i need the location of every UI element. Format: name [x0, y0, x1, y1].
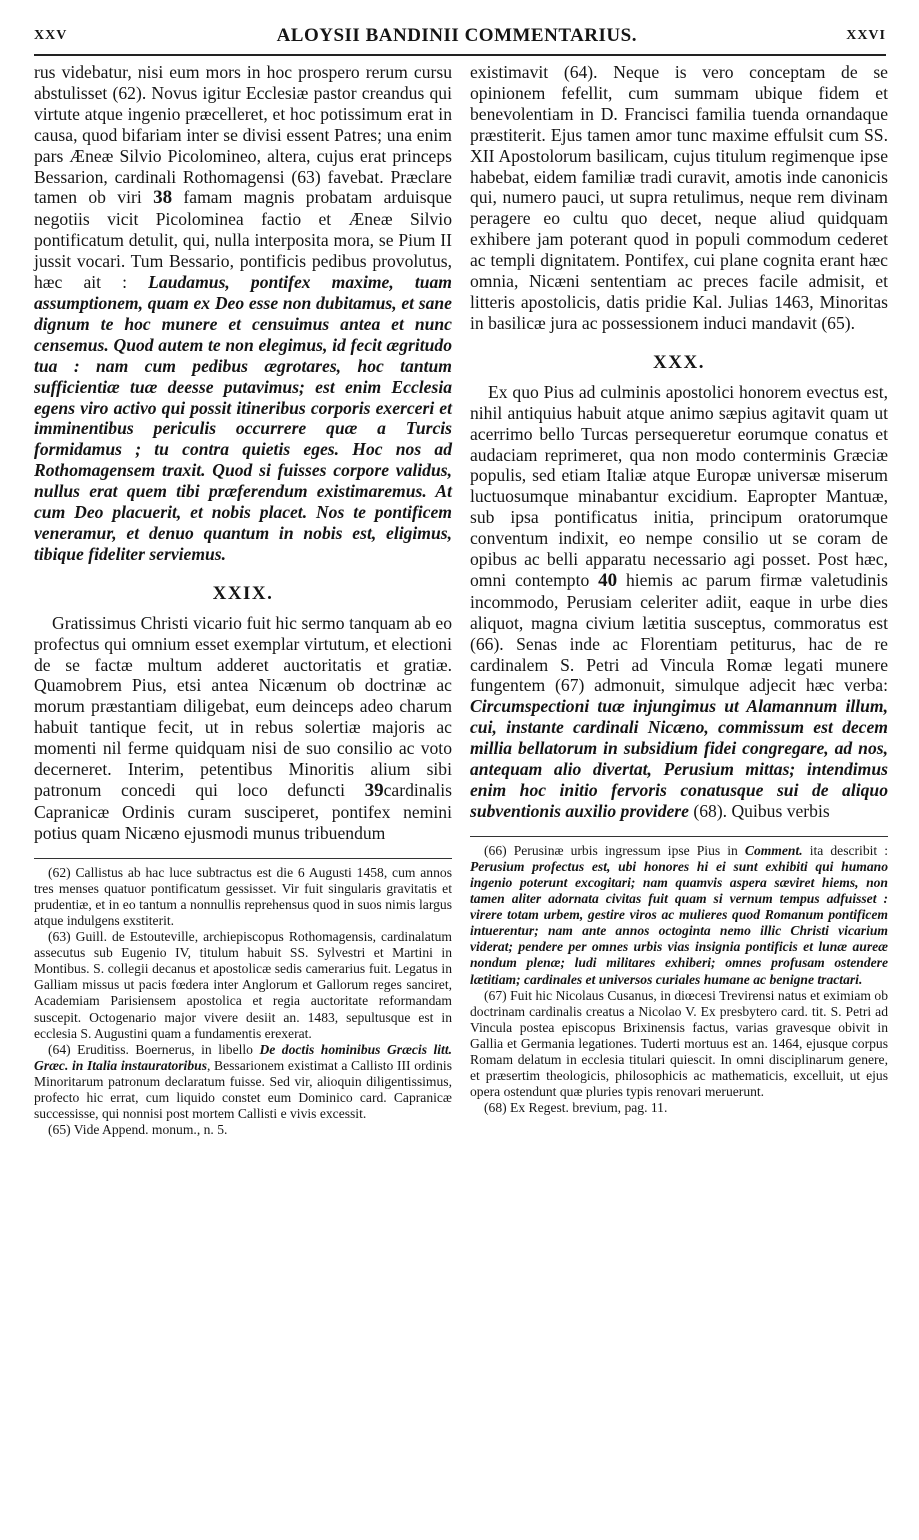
- text-run: famam magnis probatam arduisque negotiis vicit Picolominea factio et Æneæ Silvio pontificatum detulit, qui, nulla interposita mora, se Pium II jussit vocari. Tum Bessario, pontificis pedibus provolutus, hæc ait :: [34, 187, 452, 293]
- text-run: , Bessarionem existimat a Callisto III ordinis Minoritarum patronum declaratum fuisse. Sed vir, alioquin diligentissimus, profecto hic errat, cum liquido constet eum Dominico card. Capranicæ successisse, qui nonnisi post mortem Callisti e vivis excessit.: [34, 1057, 452, 1122]
- footnote-62: [34, 865, 452, 929]
- page-number-right: XXVI: [846, 28, 886, 43]
- margin-number: 39: [364, 780, 384, 801]
- text-run: (65) Vide Append. monum., n. 5.: [48, 1122, 228, 1138]
- text-run: Gratissimus Christi vicario fuit hic sermo tanquam ab eo profectus qui omnium esset exemplar virtutum, et electioni de se factæ multum adderet auctoritatis et gratiæ. Quamobrem Pius, etsi antea Nicænum ob doctrinæ ac morum præstantiam diligebat, eum deinceps adeo charum habuit tantique fecit, ut in rebus solertiæ majoris ac momenti nil ferme quidquam nisi de suo consilio ac voto decerneret. Interim, petentibus Minoritis alium sibi patronum concedi qui loco defuncti: [34, 612, 452, 800]
- left-footnotes: [34, 865, 452, 1139]
- text-run: ita describit :: [802, 842, 889, 858]
- footnote-68: [470, 1100, 888, 1116]
- right-paragraph-2: [470, 382, 888, 822]
- right-paragraph-1: [470, 62, 888, 334]
- footnote-65: [34, 1122, 452, 1138]
- text-run: existimavit (64). Neque is vero conceptam de se opinionem fefellit, cum summam ubique fidem et benevolentiam in D. Francisci familia tuenda ornandaque præstiterit. Ejus tamen amor tunc maxime effulsit cum SS. XII Apostolorum basilicam, cujus titulum regimenque ipse habebat, eidem familiæ tradi curavit, amotis inde canonicis qui, numero pauci, ut supra retulimus, neque rem divinam peragere eo cultu quo decet, neque aliud quidquam exhibere jam poterant quod in populi commodum cederet ac templi dignitatem. Pontifex, cui plane cognita erant hæc omnia, Nicæni sententiam ac preces facile admisit, et litteris apostolicis, datis pridie Kal. Julias 1463, Minoritas in basilicæ jura ac possessionem induci mandavit (65).: [470, 62, 888, 333]
- italic-run: Laudamus, pontifex maxime, tuam assumptionem, quam ex Deo esse non dubitamus, et sane dignum te hoc munere et censuimus antea et nunc censemus. Quod autem te non elegimus, id fecit ægritudo tua : nam cum pedibus ægrotares, hoc tantum sufficientiæ tuæ deesse putavimus; est enim Ecclesia egens viro activo qui possit itineribus corporis exerceri et imminentibus periculis occurrere quæ a Turcis formidamus ; tu contra quietis eges. Hoc nos ad Rothomagensem traxit. Quod si fuisses corpore validus, nullus erat quem tibi præferendum existimaremus. At cum Deo placuerit, et nobis placet. Nos te pontificem veneramur, et denuo quantum in nobis est, eligimus, tibique fideliter serviemus.: [34, 272, 452, 564]
- text-run: (64) Eruditiss. Boernerus, in libello: [48, 1041, 260, 1057]
- section-heading-xxx: XXX.: [653, 351, 705, 373]
- running-title: ALOYSII BANDINII COMMENTARIUS.: [276, 25, 637, 46]
- italic-run: Circumspectioni tuæ injungimus ut Alamannum illum, cui, instante cardinali Nicæno, commissum est decem millia bellatorum in subsidium fidei congregare, ad nos, antequam alio divertat, Perusium mittas; intendimus enim hoc initio fervoris conatusque sui de aliquo subventionis auxilio providere: [470, 696, 888, 821]
- right-column: [470, 62, 888, 1116]
- text-run: (67) Fuit hic Nicolaus Cusanus, in diœcesi Trevirensi natus et eximiam ob doctrinam cardinalis creatus a Nicolao V. Ex presbytero card. tit. S. Petri ad Vincula postea episcopus Brixinensis factus, varias gravesque obivit in Gallia et Germania legationes. Tuderti mortuus est an. 1464, ejusque corpus Romam delatum in ecclesia titulari quiescit. In omni disciplinarum genere, et præsertim theologicis, philosophicis ac mathematicis, excelluit, ut ejus opera ostendunt quæ pluries typis renovari meruerunt.: [470, 987, 888, 1100]
- italic-run: Comment.: [744, 842, 803, 858]
- left-column: [34, 62, 452, 1138]
- section-heading-xxix: XXIX.: [212, 582, 274, 604]
- text-run: (63) Guill. de Estouteville, archiepiscopus Rothomagensis, cardinalatum assecutus sub Eugenio IV, titulum habuit SS. Sylvestri et Martini in Montibus. S. collegii decanus et apostolicæ sedis camerarius fuit. Legatus in Galliam missus ut pacis fœdera inter Anglorum et Gallorum reges sanciret, Academiam Parisiensem apostolica et regia auctoritate reformandam suscepit. Octogenario major vivere desiit an. 1483, sepultusque est in ecclesia S. Augustini quam a fundamentis erexerat.: [34, 929, 452, 1041]
- margin-number: 38: [153, 187, 173, 209]
- italic-run: Perusium profectus est, ubi honores hi ei sunt exhibiti qui humano ingenio poterunt excogitari; nam quamvis aspera sæviret hiems, non tamen aliter adornata civitas fuit quam si vernum tempus adfuisset : virere totam urbem, gestire viros ac mulieres quod Romanum pontificem intuerentur; nam ante annos octoginta nemo illic Christi vicarium viderat; pendere per omnes urbis vias insignia pontificis et lunæ aureæ nondum plenæ; ludi militares exhiberi; omnes profusam ostendere lætitiam; cardinales et universos curiales humane ac benigne tractari.: [470, 858, 888, 987]
- left-paragraph-2: [34, 613, 452, 844]
- footnote-64: [34, 1042, 452, 1122]
- footnote-63: [34, 929, 452, 1042]
- margin-number: 40: [598, 569, 618, 591]
- footnote-66: [470, 843, 888, 988]
- text-run: (68) Ex Regest. brevium, pag. 11.: [484, 1100, 668, 1116]
- footnote-divider: [34, 858, 452, 859]
- text-run: Ex quo Pius ad culminis apostolici honorem evectus est, nihil antiquius habuit atque animo sæpius agitavit quam ut acerrimo bello Turcas persequeretur eorumque conatus et audaciam reprimeret, qua non modo conterminis Græciæ populis, sed etiam Italiæ atque Europæ universæ miserum luctuosumque minabantur excidium. Eapropter Mantuæ, sub ipsa pontificatus initia, principum oratorumque conventum indixit, eo nempe consilio ut se coram de opibus ac belli apparatu necessario agi posset. Post hæc, omni contempto: [470, 381, 888, 590]
- running-header: [34, 18, 886, 56]
- text-run: (62) Callistus ab hac luce subtractus est die 6 Augusti 1458, cum annos tres menses quatuor pontificatum gessisset. Vir fuit singularis gravitatis et prudentiæ, et in eo tantum a nonnullis reprehensus quod in suos nimis largus atque indulgens exstiterit.: [34, 864, 452, 928]
- footnote-67: [470, 988, 888, 1101]
- page-number-left: XXV: [34, 28, 68, 43]
- text-run: (68). Quibus verbis: [688, 800, 830, 821]
- text-run: cardinalis Capranicæ Ordinis curam susciperet, pontifex nemini potius quam Nicæno ejusmodi munus tribuendum: [34, 780, 452, 843]
- right-footnotes: [470, 843, 888, 1117]
- left-paragraph-1: [34, 62, 452, 565]
- italic-run: De doctis hominibus Græcis litt. Græc. in Italia instauratoribus: [34, 1041, 452, 1073]
- text-run: (66) Perusinæ urbis ingressum ipse Pius in: [484, 842, 745, 858]
- text-run: hiemis ac parum firmæ valetudinis incommodo, Perusiam celeriter adiit, eaque in urbe dies aliquot, magna civium lætitia susceptus, commoratus est (66). Senas inde ac Florentiam petiturus, hac de re cardinalem S. Petri ad Vincula Romæ legati munere fungentem (67) admonuit, simulque adjecit hæc verba:: [470, 569, 888, 696]
- footnote-divider: [470, 836, 888, 837]
- text-run: rus videbatur, nisi eum mors in hoc prospero rerum cursu abstulisset (62). Novus igitur Ecclesiæ pastor creandus qui virtute atque ingenio præcelleret, et hoc potissimum erat in causa, quod bifariam inter se divisi essent Patres; una enim pars Æneæ Silvio Picolomineo, altera, cujus erat princeps Bessarion, cardinali Rothomagensi (63) favebat. Præclare tamen ob viri: [34, 62, 452, 208]
